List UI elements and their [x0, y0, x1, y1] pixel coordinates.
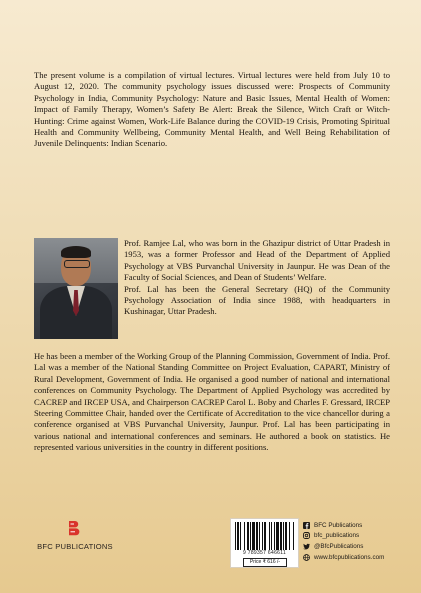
social-label: BFC Publications	[314, 521, 363, 529]
social-links	[303, 520, 413, 562]
bio-paragraph-2: Prof. Lal has been the General Secretary (HQ) of the Community Psychology Association of India since 1988, with headquarters in Kushinagar, Uttar Pradesh.	[124, 283, 390, 317]
bio-paragraph-1: Prof. Ramjee Lal, who was born in the Ghazipur district of Uttar Pradesh in 1953, was a former Professor and Head of the Department of Applied Psychology at VBS Purvanchal University in Jaunpur. He was Dean of the Faculty of Social Sciences, and Dean of Students’ Welfare.	[124, 238, 390, 283]
publisher-name: BFC PUBLICATIONS	[37, 542, 113, 551]
price-label: Price ₹ 616 /-	[243, 558, 287, 567]
barcode-bar	[293, 522, 294, 550]
barcode-number: 9 789357 646611	[242, 550, 287, 556]
bfc-logo-icon	[67, 520, 81, 536]
twitter-icon	[303, 543, 310, 550]
author-bio-full	[34, 351, 390, 454]
publisher-logo	[30, 520, 120, 560]
social-label: bfc_publications	[314, 532, 360, 540]
intro-paragraph: The present volume is a compilation of virtual lectures. Virtual lectures were held from July 10 to August 12, 2020. The community psychology issues discussed were: Prospects of Community Psychology in India, Community Psychology: Nature and Basic Issues, Mental Health of Women: Impact of Family Therapy, Women’s Safety Be Alert: Break the Silence, Witch Craft or Witch-Hunting: Crime against Women, Work-Life Balance during the COVID-19 Crisis, Promoting Spiritual Health and Community Wellbeing, Community Mental Health, and Well Being Rehabilitation of Juvenile Delinquents: Indian Scenario.	[34, 70, 390, 149]
author-photo	[34, 238, 118, 339]
social-item-facebook[interactable]	[303, 520, 413, 531]
bio-paragraph-3: He has been a member of the Working Group of the Planning Commission, Government of India. Prof. Lal was a member of the National Standing Committee on Project Evaluation, CAPART, Ministry of Rural Development, Government of India. He organised a good number of national and international conferences on Community Psychology. The Department of Applied Psychology was accredited by CACREP and IRCEP USA, and Chairperson CACREP Carol L. Boby and Charles F. Gressard, IRCEP Steering Committee Chair, handed over the Certificate of Accreditation to the vice chancellor during a conference organised at VBS Purvanchal University, Jaunpur. Prof. Lal has been participating in various national and international conferences and seminars. He authored a book on statistics. He represented various universities in the country in different positions.	[34, 351, 390, 453]
social-label: @BfcPublications	[314, 542, 364, 550]
instagram-icon	[303, 532, 310, 539]
barcode-bars	[235, 522, 294, 550]
author-bio-side	[124, 238, 390, 318]
social-label: www.bfcpublications.com	[314, 553, 385, 561]
globe-icon	[303, 554, 310, 561]
social-item-website[interactable]	[303, 552, 413, 563]
social-item-twitter[interactable]	[303, 541, 413, 552]
facebook-icon	[303, 522, 310, 529]
social-item-instagram[interactable]	[303, 531, 413, 542]
isbn-barcode	[230, 518, 299, 568]
